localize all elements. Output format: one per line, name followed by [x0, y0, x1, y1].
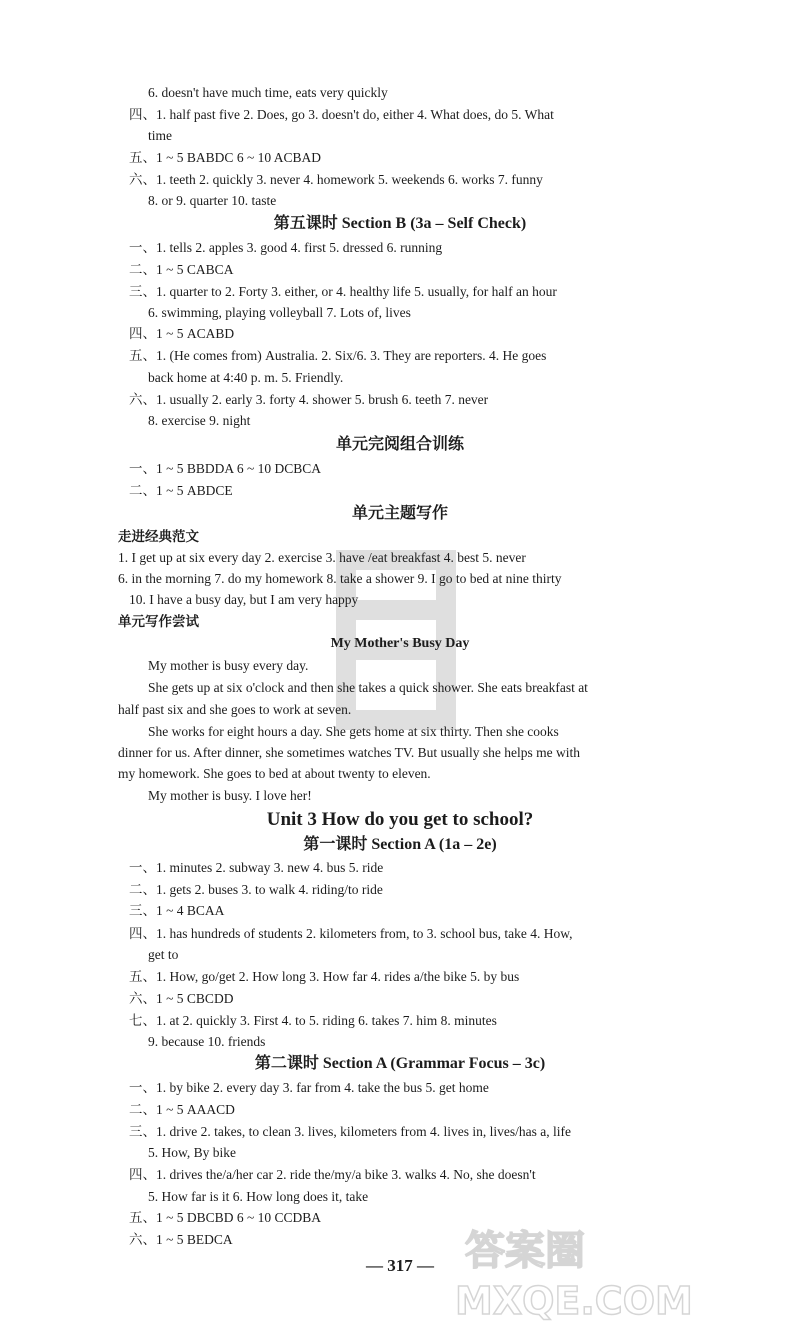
section-heading: 第二课时 Section A (Grammar Focus – 3c): [254, 1055, 546, 1072]
answer-line: 二、1. gets 2. buses 3. to walk 4. riding/to ride: [129, 882, 383, 897]
essay-line: She works for eight hours a day. She gets home at six thirty. Then she cooks: [148, 724, 559, 739]
answer-line: 6. doesn't have much time, eats very quickly: [148, 85, 388, 100]
watermark-site: MXQE.COM: [455, 1279, 693, 1322]
answer-line: 二、1 ~ 5 AAACD: [129, 1102, 235, 1117]
answer-line: 六、1. teeth 2. quickly 3. never 4. homework 5. weekends 6. works 7. funny: [129, 172, 543, 187]
answer-line: 五、1 ~ 5 BABDC 6 ~ 10 ACBAD: [129, 150, 322, 165]
subsection-label: 走进经典范文: [118, 529, 199, 544]
answer-line: time: [148, 128, 172, 143]
answer-line: 9. because 10. friends: [148, 1034, 266, 1049]
answer-line: 四、1. has hundreds of students 2. kilometers from, to 3. school bus, take 4. How,: [129, 926, 573, 941]
answer-line: 6. swimming, playing volleyball 7. Lots of, lives: [148, 305, 411, 320]
answer-line: get to: [148, 947, 179, 962]
answer-line: 三、1. drive 2. takes, to clean 3. lives, kilometers from 4. lives in, lives/has a, life: [129, 1124, 572, 1139]
essay-line: She gets up at six o'clock and then she takes a quick shower. She eats breakfast at: [148, 680, 588, 695]
answer-line: back home at 4:40 p. m. 5. Friendly.: [148, 370, 344, 385]
answer-line: 六、1. usually 2. early 3. forty 4. shower 5. brush 6. teeth 7. never: [129, 392, 489, 407]
essay-line: my homework. She goes to bed at about twenty to eleven.: [118, 766, 431, 781]
section-heading: 单元完阅组合训练: [335, 436, 464, 453]
answer-line: 五、1 ~ 5 DBCBD 6 ~ 10 CCDBA: [129, 1210, 322, 1225]
answer-line: 二、1 ~ 5 ABDCE: [129, 483, 233, 498]
answer-line: 10. I have a busy day, but I am very happy: [129, 592, 359, 607]
answer-line: 6. in the morning 7. do my homework 8. take a shower 9. I go to bed at nine thirty: [118, 571, 562, 586]
answer-line: 四、1 ~ 5 ACABD: [129, 326, 235, 341]
answer-line: 六、1 ~ 5 CBCDD: [129, 991, 234, 1006]
answer-line: 三、1 ~ 4 BCAA: [129, 903, 225, 918]
watermark-brand: 答案圈: [465, 1228, 585, 1274]
essay-line: dinner for us. After dinner, she sometimes watches TV. But usually she helps me with: [118, 745, 581, 760]
essay-line: My mother is busy every day.: [148, 658, 309, 673]
answer-line: 一、1 ~ 5 BBDDA 6 ~ 10 DCBCA: [129, 461, 322, 476]
section-heading: 第一课时 Section A (1a – 2e): [303, 836, 497, 853]
answer-line: 四、1. half past five 2. Does, go 3. doesn't do, either 4. What does, do 5. What: [129, 107, 554, 122]
answer-line: 二、1 ~ 5 CABCA: [129, 262, 234, 277]
answer-line: 五、1. (He comes from) Australia. 2. Six/6. 3. They are reporters. 4. He goes: [129, 348, 547, 363]
answer-line: 四、1. drives the/a/her car 2. ride the/my/a bike 3. walks 4. No, she doesn't: [129, 1167, 536, 1182]
answer-line: 一、1. tells 2. apples 3. good 4. first 5. dressed 6. running: [129, 240, 443, 255]
subsection-label: 单元写作尝试: [118, 614, 199, 629]
answer-line: 七、1. at 2. quickly 3. First 4. to 5. riding 6. takes 7. him 8. minutes: [129, 1013, 497, 1028]
answer-line: 五、1. How, go/get 2. How long 3. How far 4. rides a/the bike 5. by bus: [129, 969, 520, 984]
answer-line: 一、1. minutes 2. subway 3. new 4. bus 5. ride: [129, 860, 384, 875]
answer-line: 8. or 9. quarter 10. taste: [148, 193, 277, 208]
answer-line: 5. How, By bike: [148, 1145, 236, 1160]
answer-line: 三、1. quarter to 2. Forty 3. either, or 4. healthy life 5. usually, for half an hour: [129, 284, 557, 299]
essay-title: My Mother's Busy Day: [330, 636, 470, 651]
answer-line: 1. I get up at six every day 2. exercise 3. have /eat breakfast 4. best 5. never: [118, 550, 526, 565]
essay-line: half past six and she goes to work at seven.: [118, 702, 352, 717]
section-heading: 单元主题写作: [351, 505, 448, 522]
essay-line: My mother is busy. I love her!: [148, 788, 312, 803]
answer-line: 六、1 ~ 5 BEDCA: [129, 1232, 233, 1247]
answer-line: 8. exercise 9. night: [148, 413, 251, 428]
unit-heading: Unit 3 How do you get to school?: [266, 809, 534, 830]
page-number: — 317 —: [366, 1256, 434, 1275]
section-heading: 第五课时 Section B (3a – Self Check): [273, 215, 527, 232]
answer-line: 5. How far is it 6. How long does it, take: [148, 1189, 369, 1204]
answer-line: 一、1. by bike 2. every day 3. far from 4. take the bus 5. get home: [129, 1080, 489, 1095]
